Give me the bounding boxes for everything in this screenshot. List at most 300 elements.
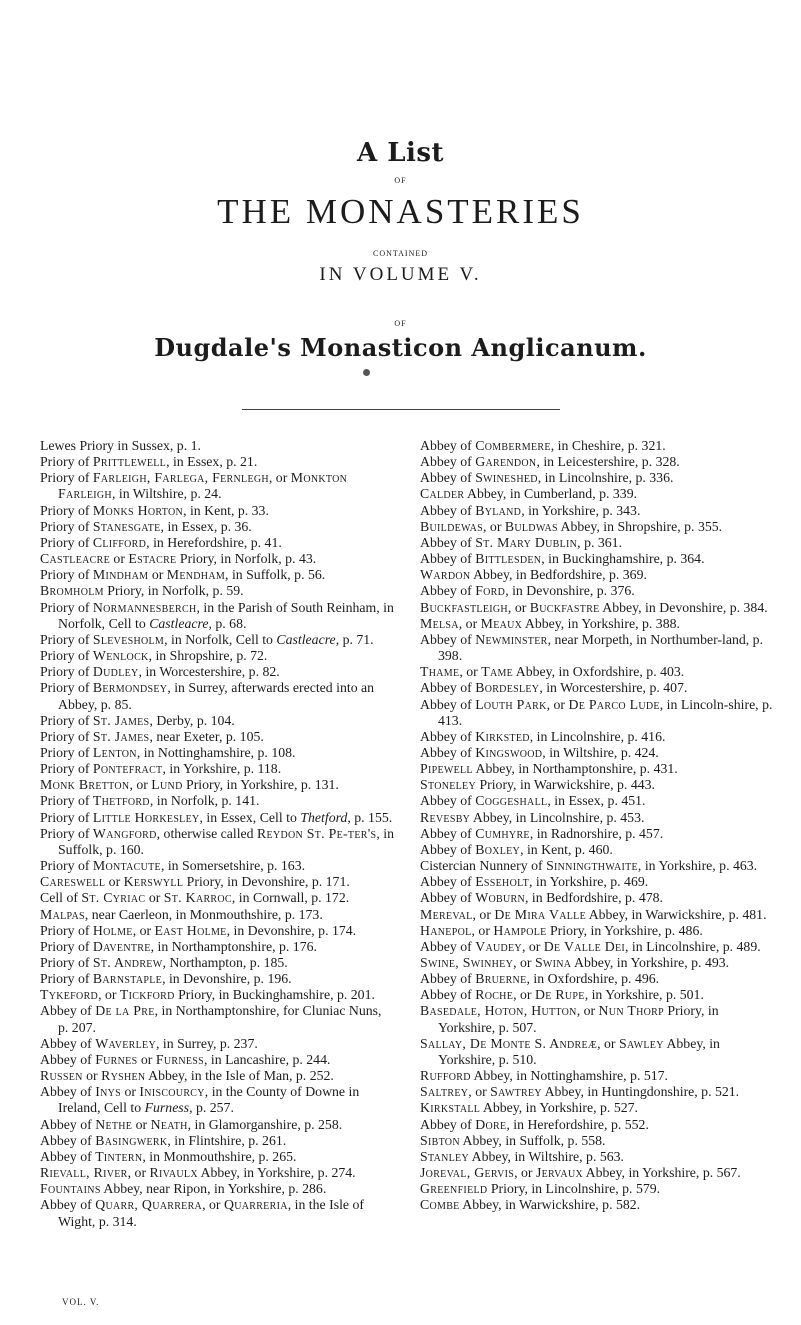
entry-text: Lewes Priory in Sussex, p. 1. [40, 438, 201, 453]
entry-text: Abbey, in Lincolnshire, p. 453. [470, 809, 645, 825]
list-entry [420, 1068, 775, 1084]
entry-text: Priory, in Devonshire, p. 171. [183, 874, 350, 890]
entry-text: , near Caerleon, in Monmouthshire, p. 173. [84, 906, 323, 922]
list-entry [420, 874, 775, 890]
entry-text: , or [513, 955, 535, 970]
place-name: De Mira Valle [494, 906, 586, 922]
entry-text: Abbey, in Suffolk, p. 558. [459, 1132, 606, 1148]
entry-text: , in Buckinghamshire, p. 364. [541, 551, 705, 567]
entry-text: , in Lincolnshire, p. 489. [625, 938, 761, 954]
list-entry [420, 519, 775, 535]
list-entry [40, 567, 395, 583]
ornament-dot [363, 369, 370, 376]
list-entry [40, 551, 395, 567]
place-name: De Valle Dei [543, 938, 626, 954]
entry-text: , in Bedfordshire, p. 478. [525, 890, 663, 906]
place-name: Nun Thorp [598, 1003, 664, 1019]
place-name: St. Karroc [163, 890, 232, 906]
entry-text: Abbey of [420, 631, 476, 647]
place-name: Mendham [166, 567, 226, 583]
place-name: Garendon [475, 454, 537, 470]
entry-text: Priory of [40, 825, 93, 841]
list-entry [420, 1036, 775, 1068]
list-entry [420, 939, 775, 955]
entry-text: Cistercian Nunnery of [420, 858, 547, 874]
list-entry [420, 1100, 775, 1116]
place-name: Swineshed [475, 470, 538, 486]
entry-text: , in Wiltshire, p. 424. [542, 744, 659, 760]
entry-text: Abbey, near Ripon, in Yorkshire, p. 286. [100, 1181, 327, 1197]
list-entry [40, 680, 395, 712]
entry-text: Priory, in Norfolk, p. 43. [176, 551, 317, 567]
entry-text: , p. 361. [577, 534, 623, 550]
list-entry [40, 1084, 395, 1116]
place-name: Melsa [420, 615, 459, 631]
list-entry [40, 713, 395, 729]
entry-text: , or [132, 922, 155, 938]
entry-text: Priory of [40, 793, 93, 809]
place-name: St. Andrew [92, 955, 163, 970]
entry-text: Priory of [40, 631, 93, 647]
list-entry [420, 600, 775, 616]
list-entry [420, 842, 775, 858]
place-name: Tykeford [40, 987, 99, 1003]
place-name: Bruerne [475, 971, 527, 987]
list-entry [40, 648, 395, 664]
entry-text: , in Surrey, p. 237. [155, 1035, 258, 1051]
list-entry [420, 1181, 775, 1197]
place-name: De Parco Lude [568, 696, 660, 712]
place-name: Stoneley [420, 777, 476, 793]
entry-text: or [82, 1068, 102, 1084]
entry-text: Abbey, in Cumberland, p. 339. [464, 486, 638, 502]
place-name: Buckfastleigh [420, 599, 508, 615]
place-name: Hanepol [420, 922, 472, 938]
entry-text: Abbey of [40, 1116, 96, 1132]
place-name: Bordesley [475, 680, 540, 696]
place-name: Normannesberch [92, 599, 197, 615]
entry-text: Abbey of [40, 1132, 96, 1148]
place-name: Jervaux [535, 1165, 583, 1181]
list-entry [420, 1084, 775, 1100]
place-name: Slevesholm [92, 631, 165, 647]
place-name: Saltrey [420, 1084, 469, 1100]
entry-text: , or [98, 987, 120, 1003]
entry-text: or [145, 890, 164, 906]
list-entry [40, 810, 395, 826]
list-entry [420, 1149, 775, 1165]
entry-text: , in Leicestershire, p. 328. [536, 454, 680, 470]
list-entry [420, 810, 775, 826]
place-name: Rivaulx [149, 1165, 198, 1181]
place-name: Reydon St. Pe-ter's [257, 825, 377, 841]
list-entry [40, 923, 395, 939]
place-name: Furness [155, 1051, 204, 1067]
entry-text: , in Lancashire, p. 244. [203, 1051, 331, 1067]
place-name: Sawley [618, 1035, 664, 1051]
place-name: Combe [420, 1197, 460, 1213]
entry-text: Abbey of [420, 841, 476, 857]
place-name: Swine, Swinhey [420, 955, 514, 970]
place-name: Joreval, Gervis [420, 1165, 515, 1181]
list-entry [40, 535, 395, 551]
entry-text: or [137, 1051, 156, 1067]
list-entry [40, 583, 395, 599]
entry-text: Abbey of [420, 890, 476, 906]
reference-name: Furness [144, 1100, 190, 1116]
place-name: Coggeshall [475, 793, 548, 809]
list-entry [40, 987, 395, 1003]
divider-rule [242, 409, 560, 410]
place-name: St. James [92, 728, 150, 744]
entry-text: Priory, in Yorkshire, p. 131. [182, 777, 339, 793]
page-title: THE MONASTERIES [217, 192, 584, 231]
entry-text: Abbey, in Yorkshire, p. 510. [438, 1035, 720, 1067]
place-name: Sinningthwaite [546, 858, 638, 874]
place-name: Wardon [420, 567, 471, 583]
place-name: Estacre [128, 551, 177, 567]
list-entry [420, 503, 775, 519]
list-entry [40, 438, 395, 454]
entry-text: , in Devonshire, p. 196. [162, 971, 292, 987]
entry-text: , in the County of Downe in Ireland, Cell to [58, 1084, 360, 1116]
place-name: Buildewas [420, 518, 484, 534]
place-name: Mindham [92, 567, 149, 583]
list-entry [40, 1197, 395, 1229]
list-entry [40, 955, 395, 971]
entry-text: , or [471, 922, 494, 938]
list-entry [420, 777, 775, 793]
place-name: Hampole [493, 922, 547, 938]
volume-footer: VOL. V. [62, 1297, 100, 1307]
place-name: Louth Park [475, 696, 547, 712]
place-name: Lund [151, 777, 183, 793]
entry-text: Abbey, in Wiltshire, p. 563. [468, 1148, 625, 1164]
place-name: Quarr, Quarrera [95, 1197, 203, 1213]
list-entry [40, 745, 395, 761]
entry-text: Abbey, in Huntingdonshire, p. 521. [541, 1084, 740, 1100]
work-title: Dugdale's Monasticon Anglicanum. [154, 333, 647, 362]
entry-text: Priory of [40, 470, 93, 486]
place-name: Thetford [92, 793, 150, 809]
list-entry [40, 971, 395, 987]
list-entry [40, 1165, 395, 1181]
entry-text: Abbey of [420, 551, 476, 567]
place-name: Prittlewell [92, 454, 167, 470]
entry-text: Priory of [40, 534, 93, 550]
place-name: Careswell [40, 874, 106, 890]
entry-text: , in Essex, p. 451. [547, 793, 646, 809]
place-name: Mereval [420, 906, 473, 922]
entry-text: , in Yorkshire, p. 463. [637, 858, 758, 874]
entry-text: , in Surrey, afterwards erected into an Abbey, p. 85. [58, 680, 375, 712]
entry-text: Priory, in Yorkshire, p. 486. [546, 922, 703, 938]
list-entry [420, 907, 775, 923]
place-name: Bermondsey [92, 680, 168, 696]
place-name: Quarreria [223, 1197, 288, 1213]
place-name: Lenton [92, 744, 137, 760]
entry-text: , or [458, 615, 481, 631]
entry-text: , in Cheshire, p. 321. [550, 438, 666, 453]
list-entry [40, 777, 395, 793]
entry-text: , in the Parish of South Reinham, in Norfolk, Cell to [58, 599, 394, 631]
list-entry [40, 1117, 395, 1133]
list-entry [420, 793, 775, 809]
entry-text: Abbey, in Yorkshire, p. 493. [571, 955, 730, 970]
entry-text: Abbey of [420, 728, 476, 744]
entry-text: , or [472, 906, 495, 922]
list-entry [40, 503, 395, 519]
list-entry [420, 729, 775, 745]
place-name: Monkton Farleigh [58, 470, 348, 502]
entry-text: , in Northamptonshire, for Cluniac Nuns, p. 207. [58, 1003, 382, 1035]
entry-text: , near Morpeth, in Northumber-land, p. 398. [438, 631, 764, 664]
entry-text: , in Glamorganshire, p. 258. [187, 1116, 343, 1132]
entry-text: Abbey, in Nottinghamshire, p. 517. [470, 1068, 668, 1084]
place-name: Bromholm [40, 583, 104, 599]
entry-text: Abbey, in Devonshire, p. 384. [599, 599, 768, 615]
place-name: Thame [420, 664, 460, 680]
list-entry [420, 664, 775, 680]
entry-text: , or [268, 470, 291, 486]
place-name: Monk Bretton [40, 777, 130, 793]
list-entry [40, 826, 395, 858]
entry-text: , in Suffolk, p. 160. [58, 825, 395, 857]
list-entry [420, 486, 775, 502]
entry-text: , or [514, 1165, 536, 1181]
entry-text: , p. 155. [347, 809, 393, 825]
entry-text: , or [202, 1197, 224, 1213]
place-name: Kingswood [475, 744, 543, 760]
entry-text: , otherwise called [156, 825, 258, 841]
place-name: Tintern [95, 1148, 143, 1164]
place-name: Buckfastre [529, 599, 600, 615]
place-name: Woburn [475, 890, 526, 906]
list-entry [420, 890, 775, 906]
list-entry [420, 1117, 775, 1133]
list-entry [420, 697, 775, 729]
entry-text: , or [546, 696, 569, 712]
entry-text: , in Radnorshire, p. 457. [529, 825, 664, 841]
entry-text: Priory of [40, 567, 93, 583]
place-name: De la Pre [95, 1003, 155, 1019]
entry-text: , in Devonshire, p. 174. [226, 922, 357, 938]
entry-text: , in Monmouthshire, p. 265. [142, 1148, 297, 1164]
list-entry [40, 729, 395, 745]
list-entry [40, 793, 395, 809]
entry-text: , in Yorkshire, p. 343. [521, 502, 641, 518]
list-entry [40, 1133, 395, 1149]
entry-text: Abbey of [420, 825, 476, 841]
entry-text: , p. 71. [335, 631, 374, 647]
place-name: Stanesgate [92, 518, 161, 534]
place-name: Ryshen [101, 1068, 146, 1084]
entry-text: , in Herefordshire, p. 552. [506, 1116, 649, 1132]
entry-text: , in Lincolnshire, p. 336. [537, 470, 674, 486]
entry-text: or [132, 1116, 151, 1132]
list-entry [420, 535, 775, 551]
volume-label: IN VOLUME V. [319, 264, 482, 285]
entry-text: , in Lincoln-shire, p. 413. [438, 696, 773, 728]
entry-text: Abbey of [420, 470, 476, 486]
place-name: Dudley [92, 664, 139, 680]
place-name: Basingwerk [95, 1132, 168, 1148]
place-name: Rievall, River [40, 1165, 128, 1181]
entry-text: , in Essex, Cell to [199, 809, 301, 825]
entry-text: , in Northamptonshire, p. 176. [150, 938, 317, 954]
place-name: Tickford [119, 987, 175, 1003]
place-name: Basedale, Hoton, Hutton [420, 1003, 577, 1019]
entry-text: , in Devonshire, p. 376. [505, 583, 635, 599]
entry-text: Priory of [40, 518, 93, 534]
place-name: Farleigh, Farlega, Fernlegh [92, 470, 269, 486]
place-name: Revesby [420, 809, 471, 825]
entry-text: , or [129, 777, 152, 793]
place-name: Boxley [475, 841, 521, 857]
entry-text: Abbey of [420, 583, 476, 599]
place-name: Wangford [92, 825, 157, 841]
place-name: Iniscourcy [139, 1084, 205, 1100]
place-name: Clifford [92, 534, 147, 550]
list-entry [420, 858, 775, 874]
entry-text: , in Worcestershire, p. 407. [539, 680, 688, 696]
list-entry [420, 987, 775, 1003]
place-name: Monks Horton [92, 502, 184, 518]
entry-text: , or [459, 664, 482, 680]
entry-text: Abbey of [420, 454, 476, 470]
entry-text: Abbey of [420, 987, 476, 1003]
place-name: Pipewell [420, 761, 473, 777]
place-name: Sibton [420, 1132, 460, 1148]
entry-text: , or [521, 938, 544, 954]
list-entry [40, 890, 395, 906]
place-name: Combermere [475, 438, 551, 453]
place-name: Nethe [95, 1116, 133, 1132]
entry-text: Priory of [40, 599, 93, 615]
entry-text: Abbey of [420, 938, 476, 954]
entry-text: Priory, in Lincolnshire, p. 579. [487, 1181, 661, 1197]
list-entry [40, 907, 395, 923]
entry-text: Abbey of [40, 1197, 96, 1213]
place-name: Byland [475, 502, 522, 518]
list-entry [40, 664, 395, 680]
entry-text: Abbey, in Warwickshire, p. 481. [586, 906, 767, 922]
entry-text: , in Kent, p. 460. [520, 841, 613, 857]
list-entry [420, 955, 775, 971]
contained-label: CONTAINED [372, 249, 429, 258]
entry-text: Priory of [40, 938, 93, 954]
entry-text: Abbey of [420, 744, 476, 760]
entry-text: , in Flintshire, p. 261. [167, 1132, 287, 1148]
entry-text: Abbey, in Oxfordshire, p. 403. [513, 664, 685, 680]
entry-text: Priory of [40, 955, 93, 970]
place-name: Roche [475, 987, 514, 1003]
list-entry [40, 1068, 395, 1084]
place-name: Russen [40, 1068, 83, 1084]
entry-text: or [109, 551, 129, 567]
entry-text: Abbey, in Yorkshire, p. 567. [582, 1165, 741, 1181]
place-name: Rufford [420, 1068, 471, 1084]
entry-text: Abbey of [420, 680, 476, 696]
entry-text: , Northampton, p. 185. [162, 955, 288, 970]
place-name: Kerswyll [123, 874, 184, 890]
left-column [40, 438, 395, 1230]
reference-name: Castleacre [149, 615, 209, 631]
list-entry [420, 1165, 775, 1181]
list-entry [40, 1149, 395, 1165]
entry-text: , Derby, p. 104. [149, 712, 235, 728]
place-name: Castleacre [40, 551, 110, 567]
entry-text: , in Essex, p. 21. [166, 454, 258, 470]
list-entry [40, 1003, 395, 1035]
list-entry [40, 939, 395, 955]
place-name: Malpas [40, 906, 85, 922]
entry-text: Abbey of [420, 438, 476, 453]
entry-text: , or [483, 518, 505, 534]
place-name: Sallay, De Monte S. Andreæ [420, 1035, 598, 1051]
entry-text: or [105, 874, 124, 890]
place-name: Calder [420, 486, 465, 502]
entry-text: , or [513, 987, 535, 1003]
place-name: Meaux [480, 615, 523, 631]
list-entry [420, 583, 775, 599]
place-name: Greenfield [420, 1181, 488, 1197]
entry-text: , in Somersetshire, p. 163. [160, 858, 306, 874]
list-entry [420, 454, 775, 470]
entry-text: , in Norfolk, p. 141. [149, 793, 260, 809]
entry-text: Abbey, in Yorkshire, p. 388. [522, 615, 680, 631]
entry-text: Abbey of [420, 696, 476, 712]
entry-text: Abbey of [40, 1035, 96, 1051]
entry-text: Priory of [40, 502, 93, 518]
list-entry [420, 761, 775, 777]
entry-text: , in the Isle of Wight, p. 314. [58, 1197, 364, 1229]
entry-text: , in Norfolk, Cell to [164, 631, 277, 647]
entry-text: Priory of [40, 712, 93, 728]
right-column [420, 438, 775, 1214]
place-name: Ford [475, 583, 506, 599]
entry-text: , or [576, 1003, 599, 1019]
entry-text: Priory, in Norfolk, p. 59. [103, 583, 244, 599]
place-name: De Rupe [534, 987, 585, 1003]
place-name: Wenlock [92, 648, 149, 664]
place-name: St. James [92, 712, 150, 728]
list-entry [420, 1197, 775, 1213]
place-name: Inys [95, 1084, 121, 1100]
entry-text: , in Suffolk, p. 56. [225, 567, 326, 583]
place-name: Little Horkesley [92, 809, 200, 825]
entry-text: Abbey of [40, 1084, 96, 1100]
entry-text: Abbey, in Bedfordshire, p. 369. [470, 567, 647, 583]
place-name: Waverley [95, 1035, 156, 1051]
place-name: Tame [481, 664, 514, 680]
place-name: East Holme [154, 922, 227, 938]
entry-text: , in Yorkshire, p. 501. [584, 987, 704, 1003]
entry-text: Abbey of [420, 1116, 476, 1132]
entry-text: Priory, in Warwickshire, p. 443. [476, 777, 655, 793]
entry-text: , in Nottinghamshire, p. 108. [136, 744, 296, 760]
list-entry [420, 826, 775, 842]
entry-text: or [121, 1084, 140, 1100]
entry-text: , in Herefordshire, p. 41. [146, 534, 282, 550]
place-name: Kirkstall [420, 1100, 481, 1116]
entry-text: , p. 68. [208, 615, 247, 631]
place-name: Vaudey [475, 938, 522, 954]
entry-text: Priory of [40, 922, 93, 938]
list-entry [40, 470, 395, 502]
place-name: Cumhyre [475, 825, 530, 841]
entry-text: Abbey, in Yorkshire, p. 274. [197, 1165, 356, 1181]
